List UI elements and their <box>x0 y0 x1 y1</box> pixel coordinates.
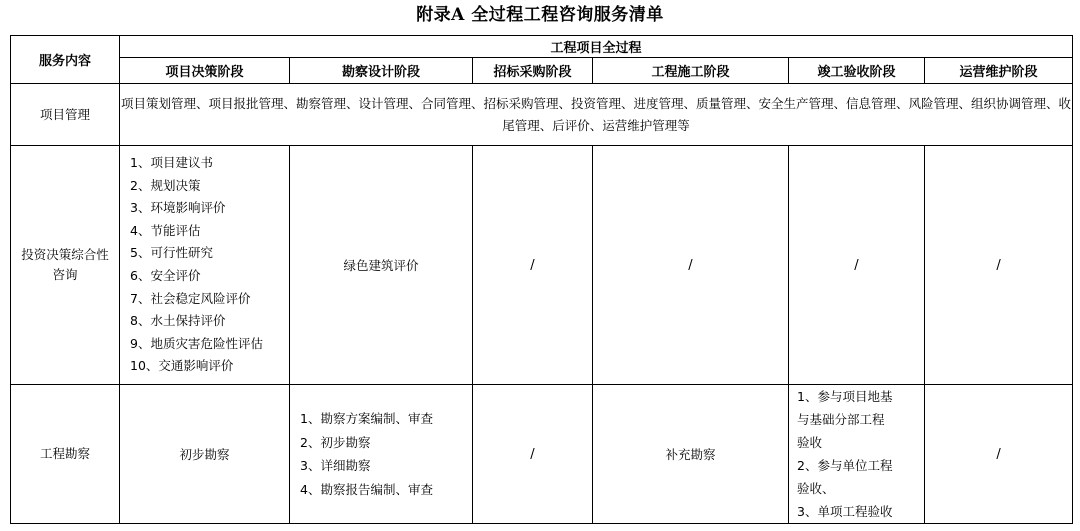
table-row-investment-consulting <box>11 146 1073 385</box>
list-item: 4、勘察报告编制、审查 <box>300 481 433 497</box>
cell-decision-items <box>120 146 290 385</box>
header-stage-decision: 项目决策阶段 <box>120 58 290 84</box>
header-stage-design: 勘察设计阶段 <box>290 58 473 84</box>
row-label-text: 项目管理 <box>39 106 90 122</box>
cell-design-green-building: 绿色建筑评价 <box>290 146 473 385</box>
cell-tender-empty: / <box>473 385 593 524</box>
cell-operation-empty: / <box>925 146 1073 385</box>
service-list-table <box>10 35 1073 524</box>
list-item: 9、地质灾害危险性评估 <box>130 335 263 351</box>
header-row-1 <box>11 36 1073 58</box>
list-item: 6、安全评价 <box>130 268 201 283</box>
header-stage-operation: 运营维护阶段 <box>925 58 1073 84</box>
page-title: 附录A 全过程工程咨询服务清单 <box>416 5 664 25</box>
list-item: 7、社会稳定风险评价 <box>130 290 251 306</box>
decision-item-list <box>120 152 289 378</box>
list-item: 验收 <box>797 435 823 450</box>
list-item: 10、交通影响评价 <box>130 358 234 374</box>
list-item: 与基础分部工程 <box>797 412 885 427</box>
cell-decision-preliminary-survey: 初步勘察 <box>120 385 290 524</box>
cell-construction-empty: / <box>593 146 789 385</box>
list-item: 1、项目建议书 <box>130 155 213 171</box>
row-label-project-management <box>11 84 120 146</box>
list-item: 验收、 <box>797 481 835 496</box>
row-label-survey <box>11 385 120 524</box>
list-item: 1、参与项目地基 <box>797 389 893 404</box>
cell-operation-empty: / <box>925 385 1073 524</box>
cell-acceptance-items <box>789 385 925 524</box>
row-label-text: 投资决策综合性咨询 <box>21 247 109 282</box>
cell-design-survey-items <box>290 385 473 524</box>
list-item: 2、参与单位工程 <box>797 458 893 473</box>
list-item: 3、单项工程验收 <box>797 504 893 519</box>
table-row-project-management <box>11 84 1073 146</box>
list-item: 2、规划决策 <box>130 177 201 193</box>
row-label-text: 工程勘察 <box>39 446 90 461</box>
list-item: 5、可行性研究 <box>130 245 213 261</box>
header-row-2 <box>11 58 1073 84</box>
header-stage-construction: 工程施工阶段 <box>593 58 789 84</box>
header-full-process: 工程项目全过程 <box>120 36 1073 58</box>
list-item: 1、勘察方案编制、审查 <box>300 411 433 426</box>
project-management-content: 项目策划管理、项目报批管理、勘察管理、设计管理、合同管理、招标采购管理、投资管理、进度管理、质量管理、安全生产管理、信息管理、风险管理、组织协调管理、收尾管理、后评价、运营维护管理等 <box>120 84 1073 146</box>
cell-acceptance-empty: / <box>789 146 925 385</box>
list-item: 4、节能评估 <box>130 222 201 238</box>
header-stage-tender: 招标采购阶段 <box>473 58 593 84</box>
cell-construction-supplementary-survey: 补充勘察 <box>593 385 789 524</box>
list-item: 2、初步勘察 <box>300 434 371 450</box>
survey-item-list <box>290 407 472 501</box>
acceptance-item-list <box>789 385 924 523</box>
table-row-survey <box>11 385 1073 524</box>
list-item: 3、环境影响评价 <box>130 200 226 216</box>
header-stage-acceptance: 竣工验收阶段 <box>789 58 925 84</box>
row-label-investment-consulting <box>11 146 120 385</box>
cell-tender-empty: / <box>473 146 593 385</box>
list-item: 3、详细勘察 <box>300 458 371 473</box>
header-service-content: 服务内容 <box>11 36 120 84</box>
list-item: 8、水土保持评价 <box>130 313 226 329</box>
